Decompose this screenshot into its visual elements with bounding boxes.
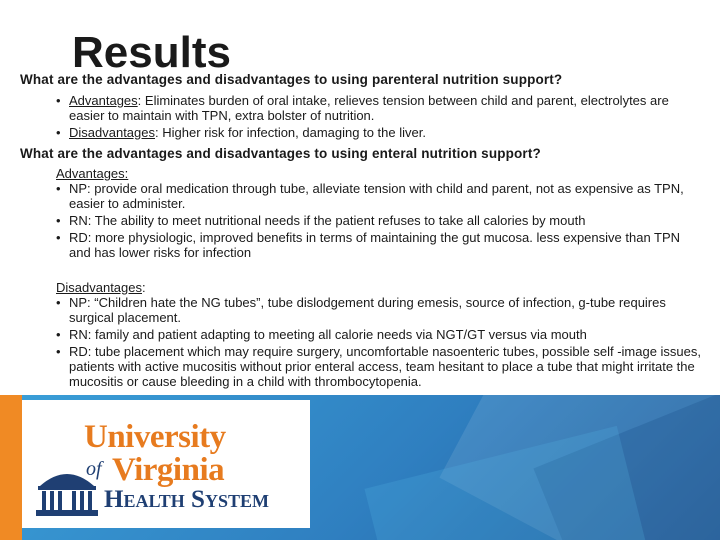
- logo-text-health-system: Health System: [104, 486, 269, 513]
- parenteral-question: What are the advantages and disadvantages to using parenteral nutrition support?: [20, 72, 563, 87]
- logo-text-university: University: [84, 419, 226, 455]
- list-item: • NP: provide oral medication through tube, alleviate tension with child and parent, not as expensive as TPN, easier to administer.: [56, 181, 686, 211]
- enteral-disadvantages-heading: Disadvantages: [56, 280, 142, 295]
- logo-text-of: of: [86, 458, 102, 480]
- enteral-advantages-list: [56, 181, 686, 262]
- orange-accent-bar: [0, 395, 22, 540]
- logo-text-virginia: Virginia: [112, 452, 225, 488]
- advantages-label: Advantages: [69, 93, 138, 108]
- disadvantages-label: Disadvantages: [69, 125, 155, 140]
- parenteral-advantages-item: [56, 93, 676, 123]
- parenteral-disadvantages-item: [56, 125, 676, 140]
- parenteral-list: [56, 93, 676, 142]
- uva-health-logo: [22, 400, 310, 528]
- list-item: • RN: family and patient adapting to meeting all calorie needs via NGT/GT versus via mouth: [56, 327, 706, 342]
- list-item: • RD: tube placement which may require surgery, uncomfortable nasoenteric tubes, possible self -image issues, patients with active mucositis without prior enteral access, team hesitant to place a tube that might irritate the mucositis or cause bleeding in a child with thrombocytopenia.: [56, 344, 706, 389]
- enteral-question: What are the advantages and disadvantages to using enteral nutrition support?: [20, 146, 541, 161]
- heading-colon: :: [142, 280, 146, 295]
- slide-title: Results: [72, 28, 231, 77]
- list-item: • NP: “Children hate the NG tubes”, tube dislodgement during emesis, source of infection, g-tube requires surgical placement.: [56, 295, 706, 325]
- rotunda-icon: [32, 460, 102, 518]
- enteral-advantages-heading: Advantages:: [56, 166, 129, 181]
- enteral-disadvantages-heading-row: [56, 280, 146, 295]
- enteral-disadvantages-list: [56, 295, 706, 391]
- list-item: • RD: more physiologic, improved benefits in terms of maintaining the gut mucosa. less expensive than TPN and has lower risks for infection: [56, 230, 686, 260]
- list-item: • RN: The ability to meet nutritional needs if the patient refuses to take all calories by mouth: [56, 213, 686, 228]
- disadvantages-text: : Higher risk for infection, damaging to the liver.: [155, 125, 426, 140]
- advantages-text: : Eliminates burden of oral intake, relieves tension between child and parent, electrolytes are easier to maintain with TPN, extra bolster of nutrition.: [69, 93, 669, 123]
